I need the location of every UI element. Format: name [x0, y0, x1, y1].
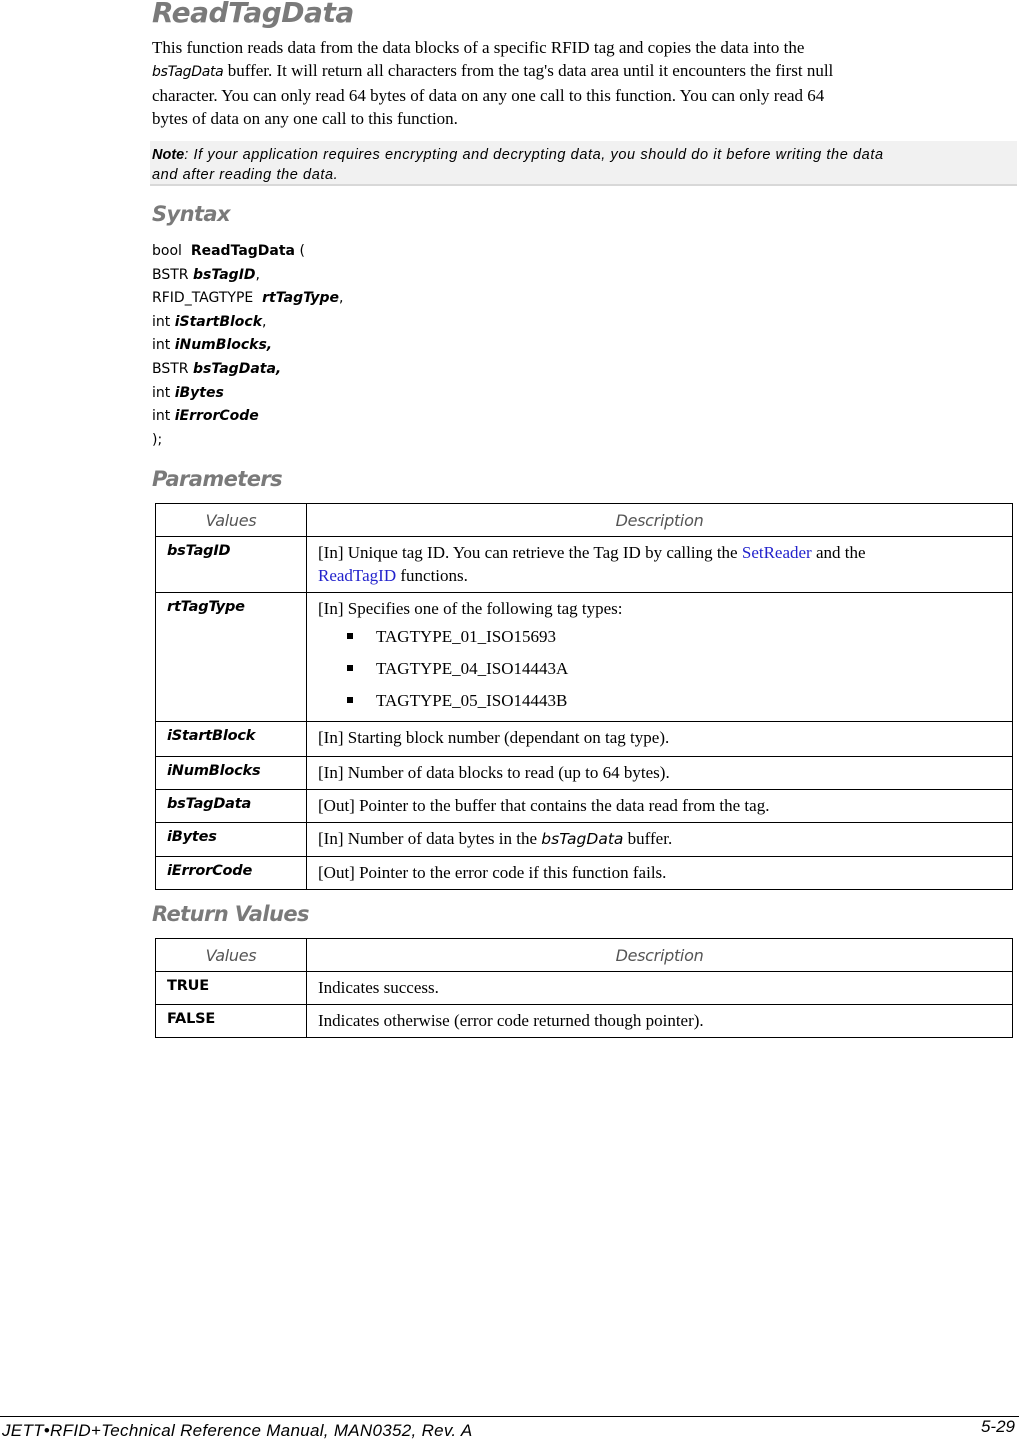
note-box: [150, 141, 1017, 186]
param-desc: [307, 823, 1013, 857]
syntax-block: [152, 240, 343, 452]
param-name: bsTagID: [156, 537, 307, 593]
col-header-values: Values: [156, 939, 307, 972]
return-value-desc: Indicates success.: [307, 972, 1013, 1005]
syntax-type: int: [152, 384, 175, 401]
param-desc: [In] Starting block number (dependant on tag type).: [307, 722, 1013, 757]
desc-text: [In] Specifies one of the following tag types:: [318, 599, 623, 618]
syntax-punct: ,: [262, 313, 267, 330]
table-row: [156, 593, 1013, 722]
param-name: rtTagType: [156, 593, 307, 722]
param-name: iBytes: [156, 823, 307, 857]
syntax-param: bsTagData,: [192, 360, 282, 377]
table-row: [156, 857, 1013, 890]
desc-text: [In] Number of data bytes in the: [318, 829, 542, 848]
table-row: [156, 790, 1013, 823]
return-value-name: TRUE: [156, 972, 307, 1005]
col-header-values: Values: [156, 504, 307, 537]
table-row: [156, 722, 1013, 757]
syntax-type: BSTR: [152, 360, 193, 377]
param-name: iStartBlock: [156, 722, 307, 757]
syntax-param: bsTagID: [192, 266, 256, 283]
desc-code: bsTagData: [541, 830, 624, 848]
syntax-line: [152, 264, 343, 288]
footer-title: JETT•RFID+Technical Reference Manual, MAN0352, Rev. A: [2, 1421, 473, 1440]
bullet-square-icon: [347, 665, 353, 671]
return-value-desc: Indicates otherwise (error code returned though pointer).: [307, 1005, 1013, 1038]
bullet-item: [318, 652, 1004, 684]
syntax-punct: ,: [338, 290, 344, 307]
syntax-punct: (: [295, 243, 305, 259]
syntax-type: bool: [152, 243, 182, 259]
syntax-line: [152, 334, 343, 358]
param-name: bsTagData: [156, 790, 307, 823]
param-desc: [307, 593, 1013, 722]
desc-text: functions.: [396, 566, 468, 585]
intro-text: buffer. It will return all characters from the tag's data area until it encounters the first null: [223, 61, 834, 80]
bullet-text: TAGTYPE_05_ISO14443B: [376, 690, 568, 710]
bullet-item: [318, 684, 1004, 716]
table-row: [156, 823, 1013, 857]
param-desc: [Out] Pointer to the buffer that contains the data read from the tag.: [307, 790, 1013, 823]
syntax-type: BSTR: [152, 266, 193, 283]
page-title: ReadTagData: [152, 0, 354, 29]
param-name: iNumBlocks: [156, 757, 307, 790]
syntax-heading: Syntax: [152, 202, 230, 226]
footer-divider: [0, 1416, 1019, 1417]
desc-text: buffer.: [623, 829, 673, 848]
syntax-param: iBytes: [174, 384, 224, 401]
table-row: [156, 757, 1013, 790]
syntax-type: int: [152, 313, 175, 330]
note-label: Note: [152, 147, 185, 163]
syntax-type: int: [152, 408, 175, 425]
bullet-item: [318, 620, 1004, 652]
syntax-param: iStartBlock: [174, 313, 263, 330]
syntax-line: [152, 240, 343, 264]
param-desc: [307, 537, 1013, 593]
desc-text: and the: [811, 543, 866, 562]
intro-line: character. You can only read 64 bytes of data on any one call to this function. You can only read 64: [152, 86, 825, 105]
table-row: [156, 1005, 1013, 1038]
intro-code: bsTagData: [152, 64, 224, 80]
syntax-line: [152, 382, 343, 406]
table-header-row: [156, 939, 1013, 972]
page-number: 5-29: [980, 1417, 1015, 1436]
syntax-param: rtTagType: [262, 290, 339, 307]
bullet-square-icon: [347, 697, 353, 703]
table-row: [156, 537, 1013, 593]
table-header-row: [156, 504, 1013, 537]
intro-line: This function reads data from the data blocks of a specific RFID tag and copies the data into the: [152, 38, 805, 57]
readtagid-link[interactable]: ReadTagID: [318, 566, 397, 585]
syntax-line: [152, 429, 343, 453]
syntax-line: [152, 311, 343, 335]
syntax-line: [152, 287, 343, 311]
syntax-close: );: [152, 431, 163, 448]
syntax-line: [152, 358, 343, 382]
bullet-square-icon: [347, 633, 353, 639]
return-values-table: [155, 938, 1013, 1038]
syntax-param: iNumBlocks,: [174, 337, 273, 354]
note-line: [152, 145, 1015, 165]
parameters-table: [155, 503, 1013, 890]
return-values-heading: Return Values: [152, 902, 309, 926]
col-header-description: Description: [307, 504, 1013, 537]
param-desc: [Out] Pointer to the error code if this function fails.: [307, 857, 1013, 890]
syntax-punct: ,: [255, 266, 260, 283]
syntax-param: iErrorCode: [174, 408, 259, 425]
syntax-type: RFID_TAGTYPE: [152, 290, 263, 307]
return-value-name: FALSE: [156, 1005, 307, 1038]
col-header-description: Description: [307, 939, 1013, 972]
note-text: : If your application requires encrypting and decrypting data, you should do it before writing the data: [184, 147, 884, 163]
param-name: iErrorCode: [156, 857, 307, 890]
syntax-type: int: [152, 337, 175, 354]
intro-line: bytes of data on any one call to this function.: [152, 109, 458, 128]
note-line: and after reading the data.: [152, 167, 339, 183]
parameters-heading: Parameters: [152, 467, 283, 491]
table-row: [156, 972, 1013, 1005]
setreader-link[interactable]: SetReader: [741, 543, 812, 562]
bullet-text: TAGTYPE_01_ISO15693: [376, 626, 556, 646]
intro-paragraph: [152, 36, 982, 130]
syntax-line: [152, 405, 343, 429]
syntax-function-name: ReadTagData: [190, 243, 295, 259]
desc-text: [In] Unique tag ID. You can retrieve the Tag ID by calling the: [318, 543, 742, 562]
intro-line: [152, 59, 982, 84]
param-desc: [In] Number of data blocks to read (up to 64 bytes).: [307, 757, 1013, 790]
bullet-text: TAGTYPE_04_ISO14443A: [376, 658, 569, 678]
